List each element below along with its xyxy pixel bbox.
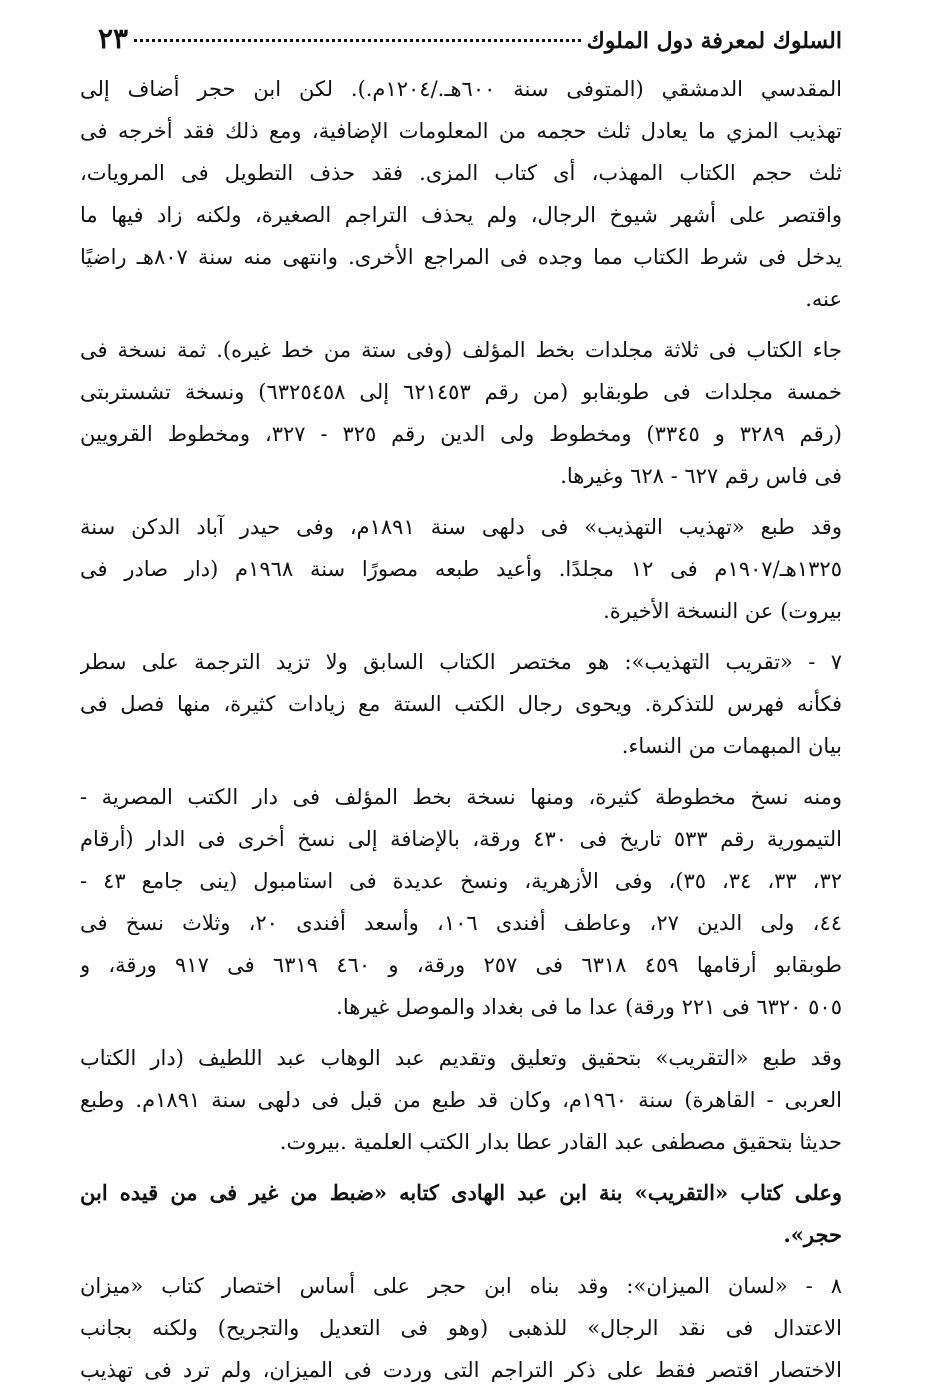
text-line: ٣٢، ٣٣، ٣٤، ٣٥)، وفى الأزهرية، ونسخ عديدة فى استامبول (ينى جامع ٤٣ -: [80, 869, 842, 893]
text-line: بيان المبهمات من النساء.: [621, 734, 842, 758]
text-line: يدخل فى شرط الكتاب مما وجده فى المراجع الأخرى. وانتهى منه سنة ٨٠٧هـ راضيًا: [80, 245, 842, 269]
text-line: جاء الكتاب فى ثلاثة مجلدات بخط المؤلف (وفى ستة من خط غيره). ثمة نسخة فى: [80, 338, 842, 362]
paragraph: [80, 506, 842, 632]
paragraph: [80, 68, 842, 320]
running-header: [80, 22, 842, 66]
text-line: بيروت) عن النسخة الأخيرة.: [603, 599, 842, 623]
text-line: ١٣٢٥هـ/١٩٠٧م فى ١٢ مجلدًا. وأعيد طبعه مصورًا سنة ١٩٦٨م (دار صادر فى: [80, 557, 842, 581]
book-page: [80, 22, 842, 1400]
text-line: عنه.: [805, 287, 842, 311]
text-line: طوبقابو أرقامها ٤٥٩ ٦٣١٨ فى ٢٥٧ ورقة، و ٤٦٠ ٦٣١٩ فى ٩١٧ ورقة، و: [80, 953, 842, 977]
text-line: حجر».: [783, 1222, 842, 1247]
paragraph: [80, 1265, 842, 1391]
dotted-leader: [134, 39, 581, 42]
text-line: وعلى كتاب «التقريب» بنة ابن عبد الهادى كتابه «ضبط من غير فى من قيده ابن: [80, 1180, 842, 1205]
text-line: فكأنه فهرس للتذكرة. ويحوى رجال الكتب الستة مع زيادات كثيرة، منها فصل فى: [80, 692, 842, 716]
paragraph: [80, 1172, 842, 1256]
text-line: ٥٠٥ ٦٣٢٠ فى ٢٢١ ورقة) عدا ما فى بغداد والموصل غيرها.: [336, 995, 842, 1019]
paragraph: [80, 641, 842, 767]
text-line: الاختصار اقتصر فقط على ذكر التراجم التى وردت فى الميزان، ولم ترد فى تهذيب: [80, 1358, 842, 1382]
text-line: خمسة مجلدات فى طوبقابو (من رقم ٦٢١٤٥٣ إلى ٦٣٢٥٤٥٨) ونسخة تشستربتى: [80, 380, 842, 404]
text-line: التيمورية رقم ٥٣٣ تاريخ فى ٤٣٠ ورقة، بالإضافة إلى نسخ أخرى فى الدار (أرقام: [80, 827, 842, 851]
text-line: وقد طبع «تهذيب التهذيب» فى دلهى سنة ١٨٩١م، وفى حيدر آباد الدكن سنة: [80, 515, 842, 539]
text-line: ٤٤، ولى الدين ٢٧، وعاطف أفندى ١٠٦، وأسعد أفندى ٢٠، وثلاث نسخ فى: [80, 911, 842, 935]
paragraph: [80, 776, 842, 1028]
text-line: واقتصر على أشهر شيوخ الرجال، ولم يحذف التراجم الصغيرة، ولكنه زاد فيها ما: [80, 203, 842, 227]
running-header-title: السلوك لمعرفة دول الملوك: [586, 28, 842, 54]
text-line: المقدسي الدمشقي (المتوفى سنة ٦٠٠هـ./١٢٠٤م.). لكن ابن حجر أضاف إلى: [80, 77, 842, 101]
text-line: ٨ - «لسان الميزان»: وقد بناه ابن حجر على أساس اختصار كتاب «ميزان: [80, 1274, 842, 1298]
paragraph: [80, 1037, 842, 1163]
text-line: ثلث حجم الكتاب المهذب، أى كتاب المزى. فقد حذف التطويل فى المرويات،: [80, 161, 842, 185]
text-line: ومنه نسخ مخطوطة كثيرة، ومنها نسخة بخط المؤلف فى دار الكتب المصرية -: [80, 785, 842, 809]
text-line: العربى - القاهرة) سنة ١٩٦٠م، وكان قد طبع من قبل فى دلهى سنة ١٨٩١م. وطبع: [80, 1088, 842, 1112]
text-line: تهذيب المزي ما يعادل ثلث حجمه من المعلومات الإضافية، ومع ذلك فقد أخرجه فى: [80, 119, 842, 143]
text-line: الاعتدال فى نقد الرجال» للذهبى (وهو فى التعديل والتجريح) ولكنه بجانب: [80, 1316, 842, 1340]
text-line: حديثا بتحقيق مصطفى عبد القادر عطا بدار الكتب العلمية .بيروت.: [279, 1130, 842, 1154]
text-line: فى فاس رقم ٦٢٧ - ٦٢٨ وغيرها.: [560, 464, 842, 488]
paragraph: [80, 329, 842, 497]
text-line: (رقم ٣٢٨٩ و ٣٣٤٥) ومخطوط ولى الدين رقم ٣٢٥ - ٣٢٧، ومخطوط القرويين: [80, 422, 842, 446]
text-line: وقد طبع «التقريب» بتحقيق وتعليق وتقديم عبد الوهاب عبد اللطيف (دار الكتاب: [80, 1046, 842, 1070]
text-line: ٧ - «تقريب التهذيب»: هو مختصر الكتاب السابق ولا تزيد الترجمة على سطر: [80, 650, 842, 674]
page-number: ٢٣: [98, 22, 129, 55]
